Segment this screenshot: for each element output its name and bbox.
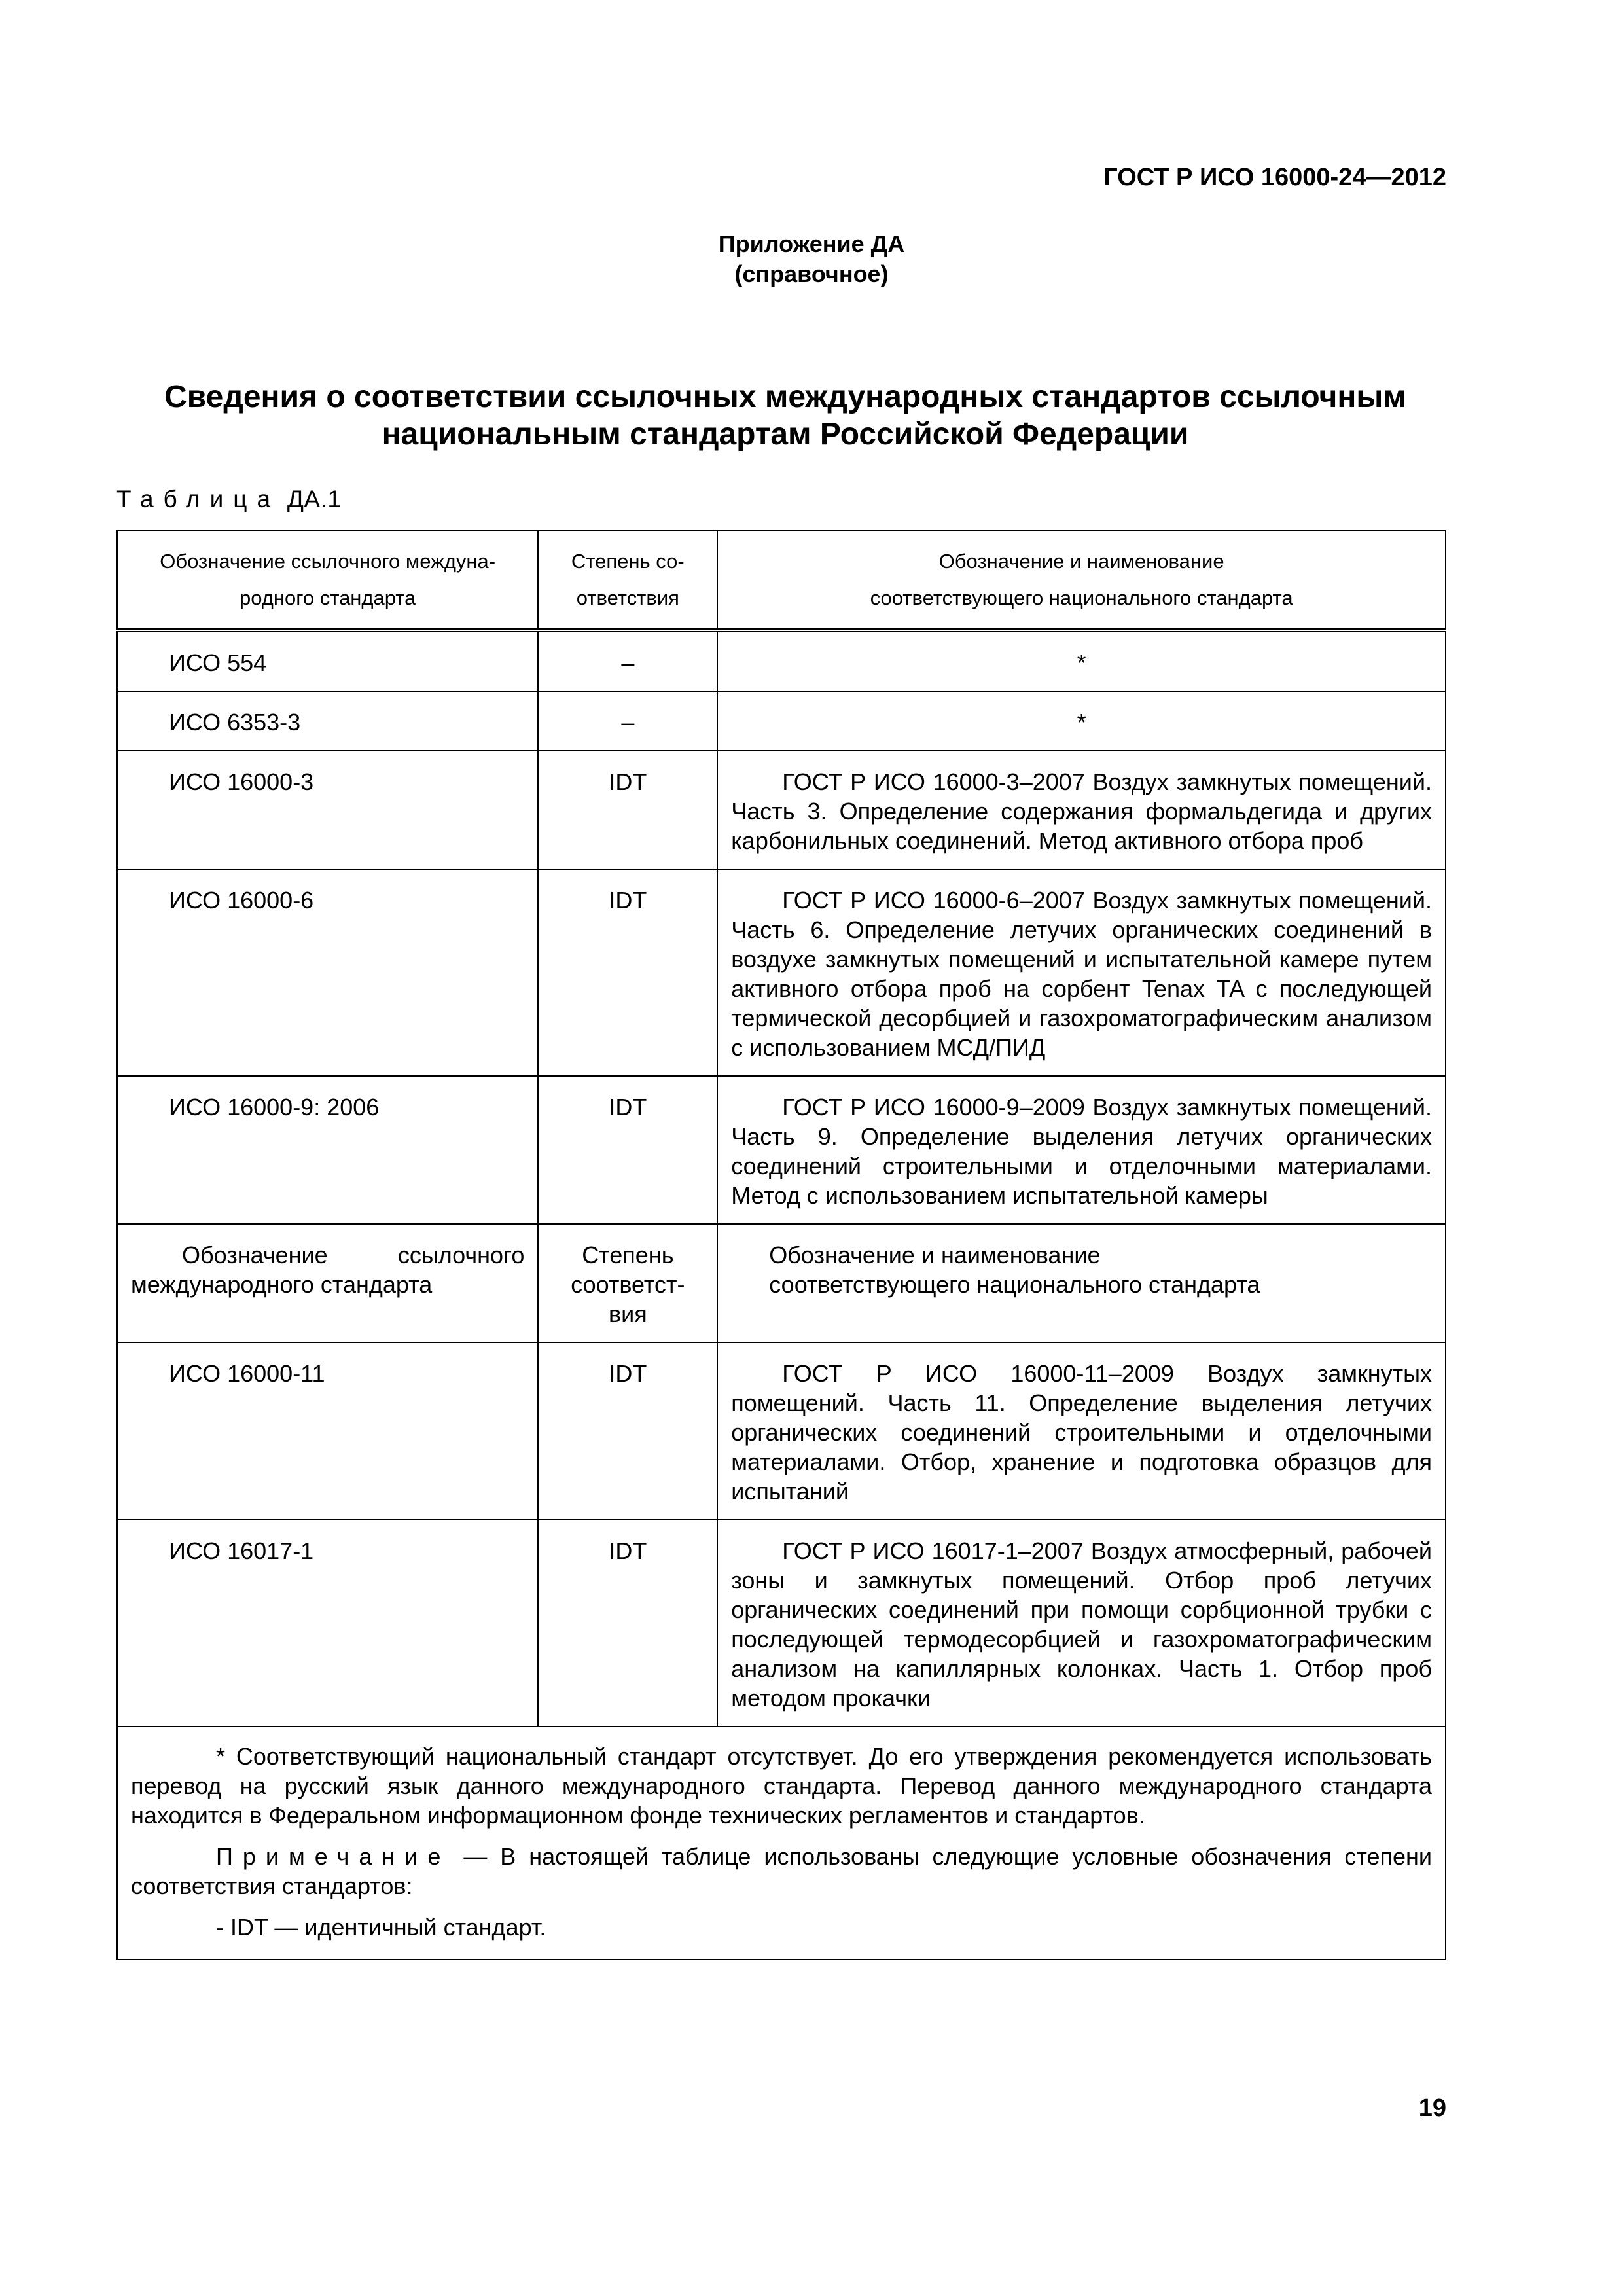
table-label <box>116 486 341 513</box>
header-col2-line1: Степень со- <box>571 550 685 573</box>
cell-standard: ИСО 16000-9: 2006 <box>117 1076 538 1224</box>
table-row <box>117 630 1446 691</box>
table-row <box>117 1520 1446 1727</box>
repeated-header-degree <box>538 1224 717 1342</box>
header-col1-line2: родного стандарта <box>239 586 416 609</box>
page-title-line-1: Сведения о соответствии ссылочных международных стандартов ссылочным <box>164 380 1406 414</box>
repeated-header-col2-line2: соответст- <box>571 1271 685 1298</box>
cell-standard: ИСО 6353-3 <box>117 691 538 751</box>
table-label-number: ДА.1 <box>287 486 342 512</box>
header-col3-line2: соответствующего национального стандарта <box>870 586 1293 609</box>
header-national-standard <box>717 531 1446 630</box>
table-row <box>117 869 1446 1076</box>
document-code: ГОСТ Р ИСО 16000-24—2012 <box>1103 164 1446 191</box>
cell-degree: IDT <box>538 751 717 869</box>
cell-national: ГОСТ Р ИСО 16000-11–2009 Воздух замкнутых помещений. Часть 11. Определение выделения летучих органических соединений строительными и отделочными материалами. Отбор, хранение и подготовка образцов для испытаний <box>717 1342 1446 1520</box>
page-number: 19 <box>1418 2094 1446 2122</box>
table-row <box>117 751 1446 869</box>
table-footnote-row <box>117 1727 1446 1960</box>
repeated-header-national-standard <box>717 1224 1446 1342</box>
cell-national: ГОСТ Р ИСО 16000-3–2007 Воздух замкнутых помещений. Часть 3. Определение содержания формальдегида и других карбонильных соединений. Метод активного отбора проб <box>717 751 1446 869</box>
table-footnote <box>117 1727 1446 1960</box>
appendix-title: Приложение ДА <box>718 230 905 257</box>
cell-degree: IDT <box>538 1342 717 1520</box>
table-row <box>117 691 1446 751</box>
cell-national: ГОСТ Р ИСО 16017-1–2007 Воздух атмосферный, рабочей зоны и замкнутых помещений. Отбор проб летучих органических соединений при помощи сорбционной трубки с последующей термодесорбцией и газохроматографическим анализом на капиллярных колонках. Часть 1. Отбор проб методом прокачки <box>717 1520 1446 1727</box>
footnote-text: * Соответствующий национальный стандарт отсутствует. До его утверждения рекомендуется использовать перевод на русский язык данного международного стандарта. Перевод данного международного стандарта находится в Федеральном информационном фонде технических регламентов и стандартов. <box>131 1743 1432 1829</box>
repeated-header-international-standard: Обозначение ссылочного международного стандарта <box>117 1224 538 1342</box>
cell-national: * <box>717 630 1446 691</box>
repeated-header-col3-line1: Обозначение и наименование <box>769 1242 1101 1268</box>
cell-standard: ИСО 16000-11 <box>117 1342 538 1520</box>
table-row <box>117 1076 1446 1224</box>
repeated-header-col2-line3: вия <box>608 1300 647 1327</box>
standards-table <box>116 530 1446 1960</box>
repeated-header-col3-line2: соответствующего национального стандарта <box>769 1271 1260 1298</box>
cell-degree: IDT <box>538 1076 717 1224</box>
header-col2-line2: ответствия <box>576 586 679 609</box>
page-title-line-2: национальным стандартам Российской Федерации <box>382 417 1189 452</box>
repeated-header-row <box>117 1224 1446 1342</box>
note-item: - IDT — идентичный стандарт. <box>216 1914 546 1941</box>
header-col3-line1: Обозначение и наименование <box>938 550 1224 573</box>
cell-degree: – <box>538 691 717 751</box>
note-label: Примечание <box>216 1843 451 1870</box>
header-col1-line1: Обозначение ссылочного междуна- <box>160 550 496 573</box>
table-row <box>117 1342 1446 1520</box>
cell-national: * <box>717 691 1446 751</box>
cell-standard: ИСО 554 <box>117 630 538 691</box>
cell-standard: ИСО 16000-6 <box>117 869 538 1076</box>
appendix-heading <box>550 229 1073 289</box>
header-degree <box>538 531 717 630</box>
table-label-word: Таблица <box>116 486 281 512</box>
cell-degree: IDT <box>538 869 717 1076</box>
cell-degree: IDT <box>538 1520 717 1727</box>
cell-national: ГОСТ Р ИСО 16000-9–2009 Воздух замкнутых помещений. Часть 9. Определение выделения летучих органических соединений строительными и отделочными материалами. Метод с использованием испытательной камеры <box>717 1076 1446 1224</box>
cell-standard: ИСО 16017-1 <box>117 1520 538 1727</box>
note-paragraph <box>131 1842 1432 1901</box>
note-text: — В настоящей таблице использованы следующие условные обозначения степени соответствия стандартов: <box>131 1843 1432 1899</box>
appendix-subtitle: (справочное) <box>734 260 889 287</box>
page-title <box>105 378 1466 453</box>
header-international-standard <box>117 531 538 630</box>
cell-standard: ИСО 16000-3 <box>117 751 538 869</box>
repeated-header-col2-line1: Степень <box>582 1242 674 1268</box>
cell-degree: – <box>538 630 717 691</box>
cell-national: ГОСТ Р ИСО 16000-6–2007 Воздух замкнутых помещений. Часть 6. Определение летучих органических соединений в воздухе замкнутых помещений и испытательной камере путем активного отбора проб на сорбент Tenax TA с последующей термической десорбцией и газохроматографическим анализом с использованием МСД/ПИД <box>717 869 1446 1076</box>
table-header-row <box>117 531 1446 630</box>
